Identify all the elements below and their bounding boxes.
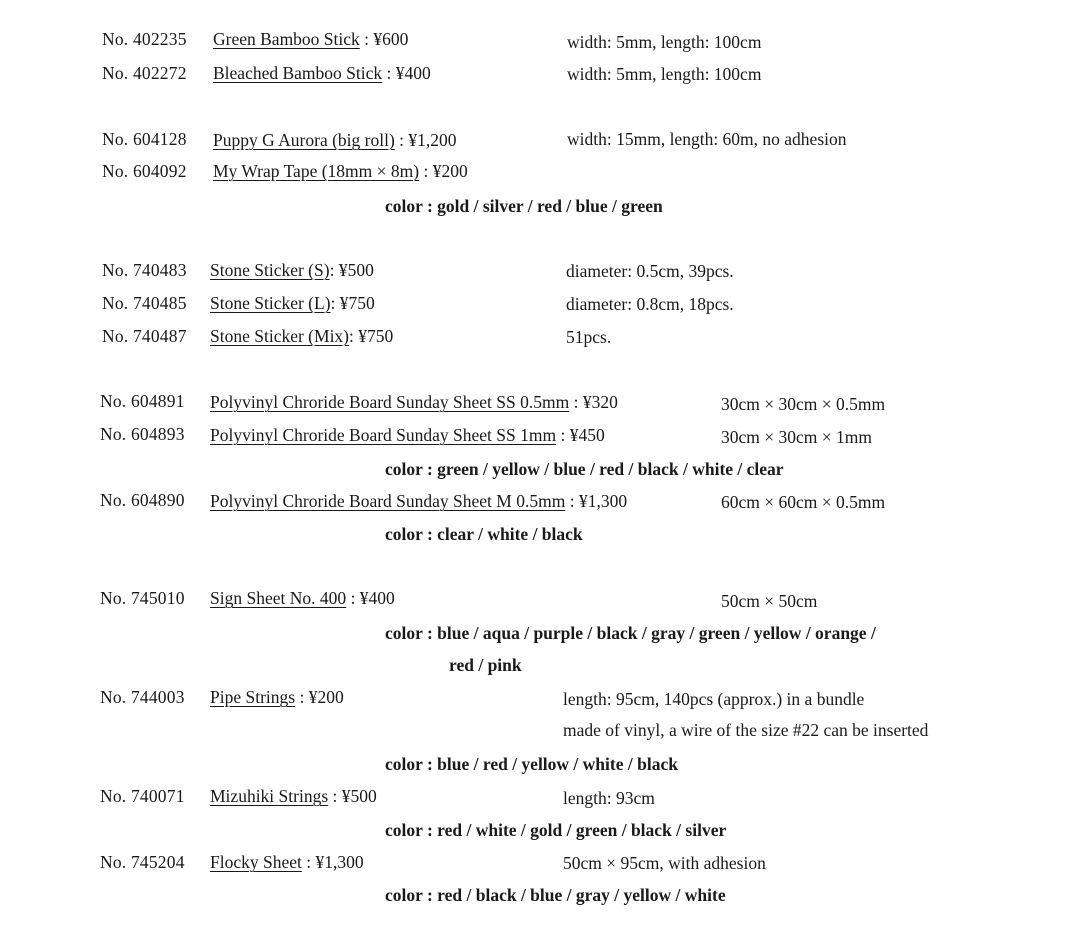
- item-price: : ¥1,300: [301, 852, 364, 872]
- item-spec: diameter: 0.8cm, 18pcs.: [566, 294, 734, 314]
- color-options: color : clear / white / black: [385, 524, 583, 544]
- item-number: No. 604092: [102, 161, 187, 181]
- item-number: No. 740487: [102, 326, 187, 346]
- item-price: : ¥200: [295, 687, 344, 707]
- item-number: No. 604128: [102, 129, 187, 149]
- item-entry: [210, 259, 374, 281]
- item-name-link[interactable]: Bleached Bamboo Stick: [213, 63, 383, 83]
- item-spec: diameter: 0.5cm, 39pcs.: [566, 261, 734, 281]
- item-spec-line2: made of vinyl, a wire of the size #22 can be inserted: [563, 720, 929, 740]
- item-name-link[interactable]: Puppy G Aurora (big roll): [213, 130, 395, 150]
- item-price: : ¥750: [330, 293, 375, 313]
- item-price: : ¥600: [359, 29, 409, 49]
- item-entry: [210, 490, 627, 512]
- item-spec: width: 15mm, length: 60m, no adhesion: [567, 129, 847, 149]
- color-options-continued: red / pink: [449, 655, 522, 675]
- item-price: : ¥400: [346, 588, 395, 608]
- item-name-link[interactable]: My Wrap Tape (18mm × 8m): [213, 161, 420, 181]
- item-price: : ¥450: [556, 425, 605, 445]
- item-price: : ¥500: [328, 786, 377, 806]
- item-spec: 60cm × 60cm × 0.5mm: [721, 492, 886, 512]
- item-spec: width: 5mm, length: 100cm: [567, 32, 762, 52]
- item-number: No. 604890: [100, 490, 185, 510]
- item-name-link[interactable]: Mizuhiki Strings: [210, 786, 329, 806]
- item-entry: [210, 292, 375, 314]
- item-number: No. 745010: [100, 588, 185, 608]
- item-price: : ¥320: [569, 392, 618, 412]
- item-spec: 51pcs.: [566, 327, 612, 347]
- item-number: No. 604893: [100, 424, 185, 444]
- item-name-link[interactable]: Stone Sticker (S): [210, 260, 330, 280]
- color-options: color : gold / silver / red / blue / green: [385, 196, 663, 216]
- item-name-link[interactable]: Polyvinyl Chroride Board Sunday Sheet SS 0.5mm: [210, 392, 570, 412]
- item-name-link[interactable]: Sign Sheet No. 400: [210, 588, 347, 608]
- item-price: : ¥1,300: [565, 491, 628, 511]
- item-price: : ¥1,200: [394, 130, 457, 150]
- color-options: color : red / white / gold / green / black / silver: [385, 820, 727, 840]
- item-spec: length: 93cm: [563, 788, 655, 808]
- item-entry: [210, 325, 393, 347]
- item-name-link[interactable]: Stone Sticker (L): [210, 293, 331, 313]
- item-entry: [213, 62, 431, 84]
- item-number: No. 740071: [100, 786, 185, 806]
- item-entry: [210, 424, 605, 446]
- item-entry: [210, 785, 377, 807]
- item-price: : ¥400: [382, 63, 431, 83]
- color-options: color : blue / aqua / purple / black / gray / green / yellow / orange /: [385, 623, 876, 643]
- item-entry: [213, 160, 468, 182]
- color-options: color : green / yellow / blue / red / black / white / clear: [385, 459, 784, 479]
- item-spec: 50cm × 95cm, with adhesion: [563, 853, 766, 873]
- item-entry: [210, 587, 395, 609]
- item-name-link[interactable]: Green Bamboo Stick: [213, 29, 360, 49]
- item-price: : ¥750: [349, 326, 394, 346]
- item-name-link[interactable]: Flocky Sheet: [210, 852, 302, 872]
- item-number: No. 740483: [102, 260, 187, 280]
- item-number: No. 402235: [102, 29, 187, 49]
- item-price: : ¥200: [419, 161, 468, 181]
- item-number: No. 402272: [102, 63, 187, 83]
- item-number: No. 604891: [100, 391, 185, 411]
- item-entry: [213, 28, 408, 50]
- item-spec: length: 95cm, 140pcs (approx.) in a bundle: [563, 689, 865, 709]
- item-name-link[interactable]: Pipe Strings: [210, 687, 296, 707]
- item-name-link[interactable]: Stone Sticker (Mix): [210, 326, 350, 346]
- item-number: No. 745204: [100, 852, 185, 872]
- item-spec: width: 5mm, length: 100cm: [567, 64, 762, 84]
- item-number: No. 744003: [100, 687, 185, 707]
- item-entry: [213, 129, 457, 151]
- item-spec: 30cm × 30cm × 0.5mm: [721, 394, 886, 414]
- item-name-link[interactable]: Polyvinyl Chroride Board Sunday Sheet M 0.5mm: [210, 491, 566, 511]
- color-options: color : blue / red / yellow / white / black: [385, 754, 678, 774]
- item-entry: [210, 686, 344, 708]
- item-spec: 30cm × 30cm × 1mm: [721, 427, 872, 447]
- color-options: color : red / black / blue / gray / yellow / white: [385, 885, 726, 905]
- item-spec: 50cm × 50cm: [721, 591, 818, 611]
- item-entry: [210, 391, 618, 413]
- item-entry: [210, 851, 364, 873]
- item-price: : ¥500: [329, 260, 374, 280]
- item-name-link[interactable]: Polyvinyl Chroride Board Sunday Sheet SS 1mm: [210, 425, 557, 445]
- item-number: No. 740485: [102, 293, 187, 313]
